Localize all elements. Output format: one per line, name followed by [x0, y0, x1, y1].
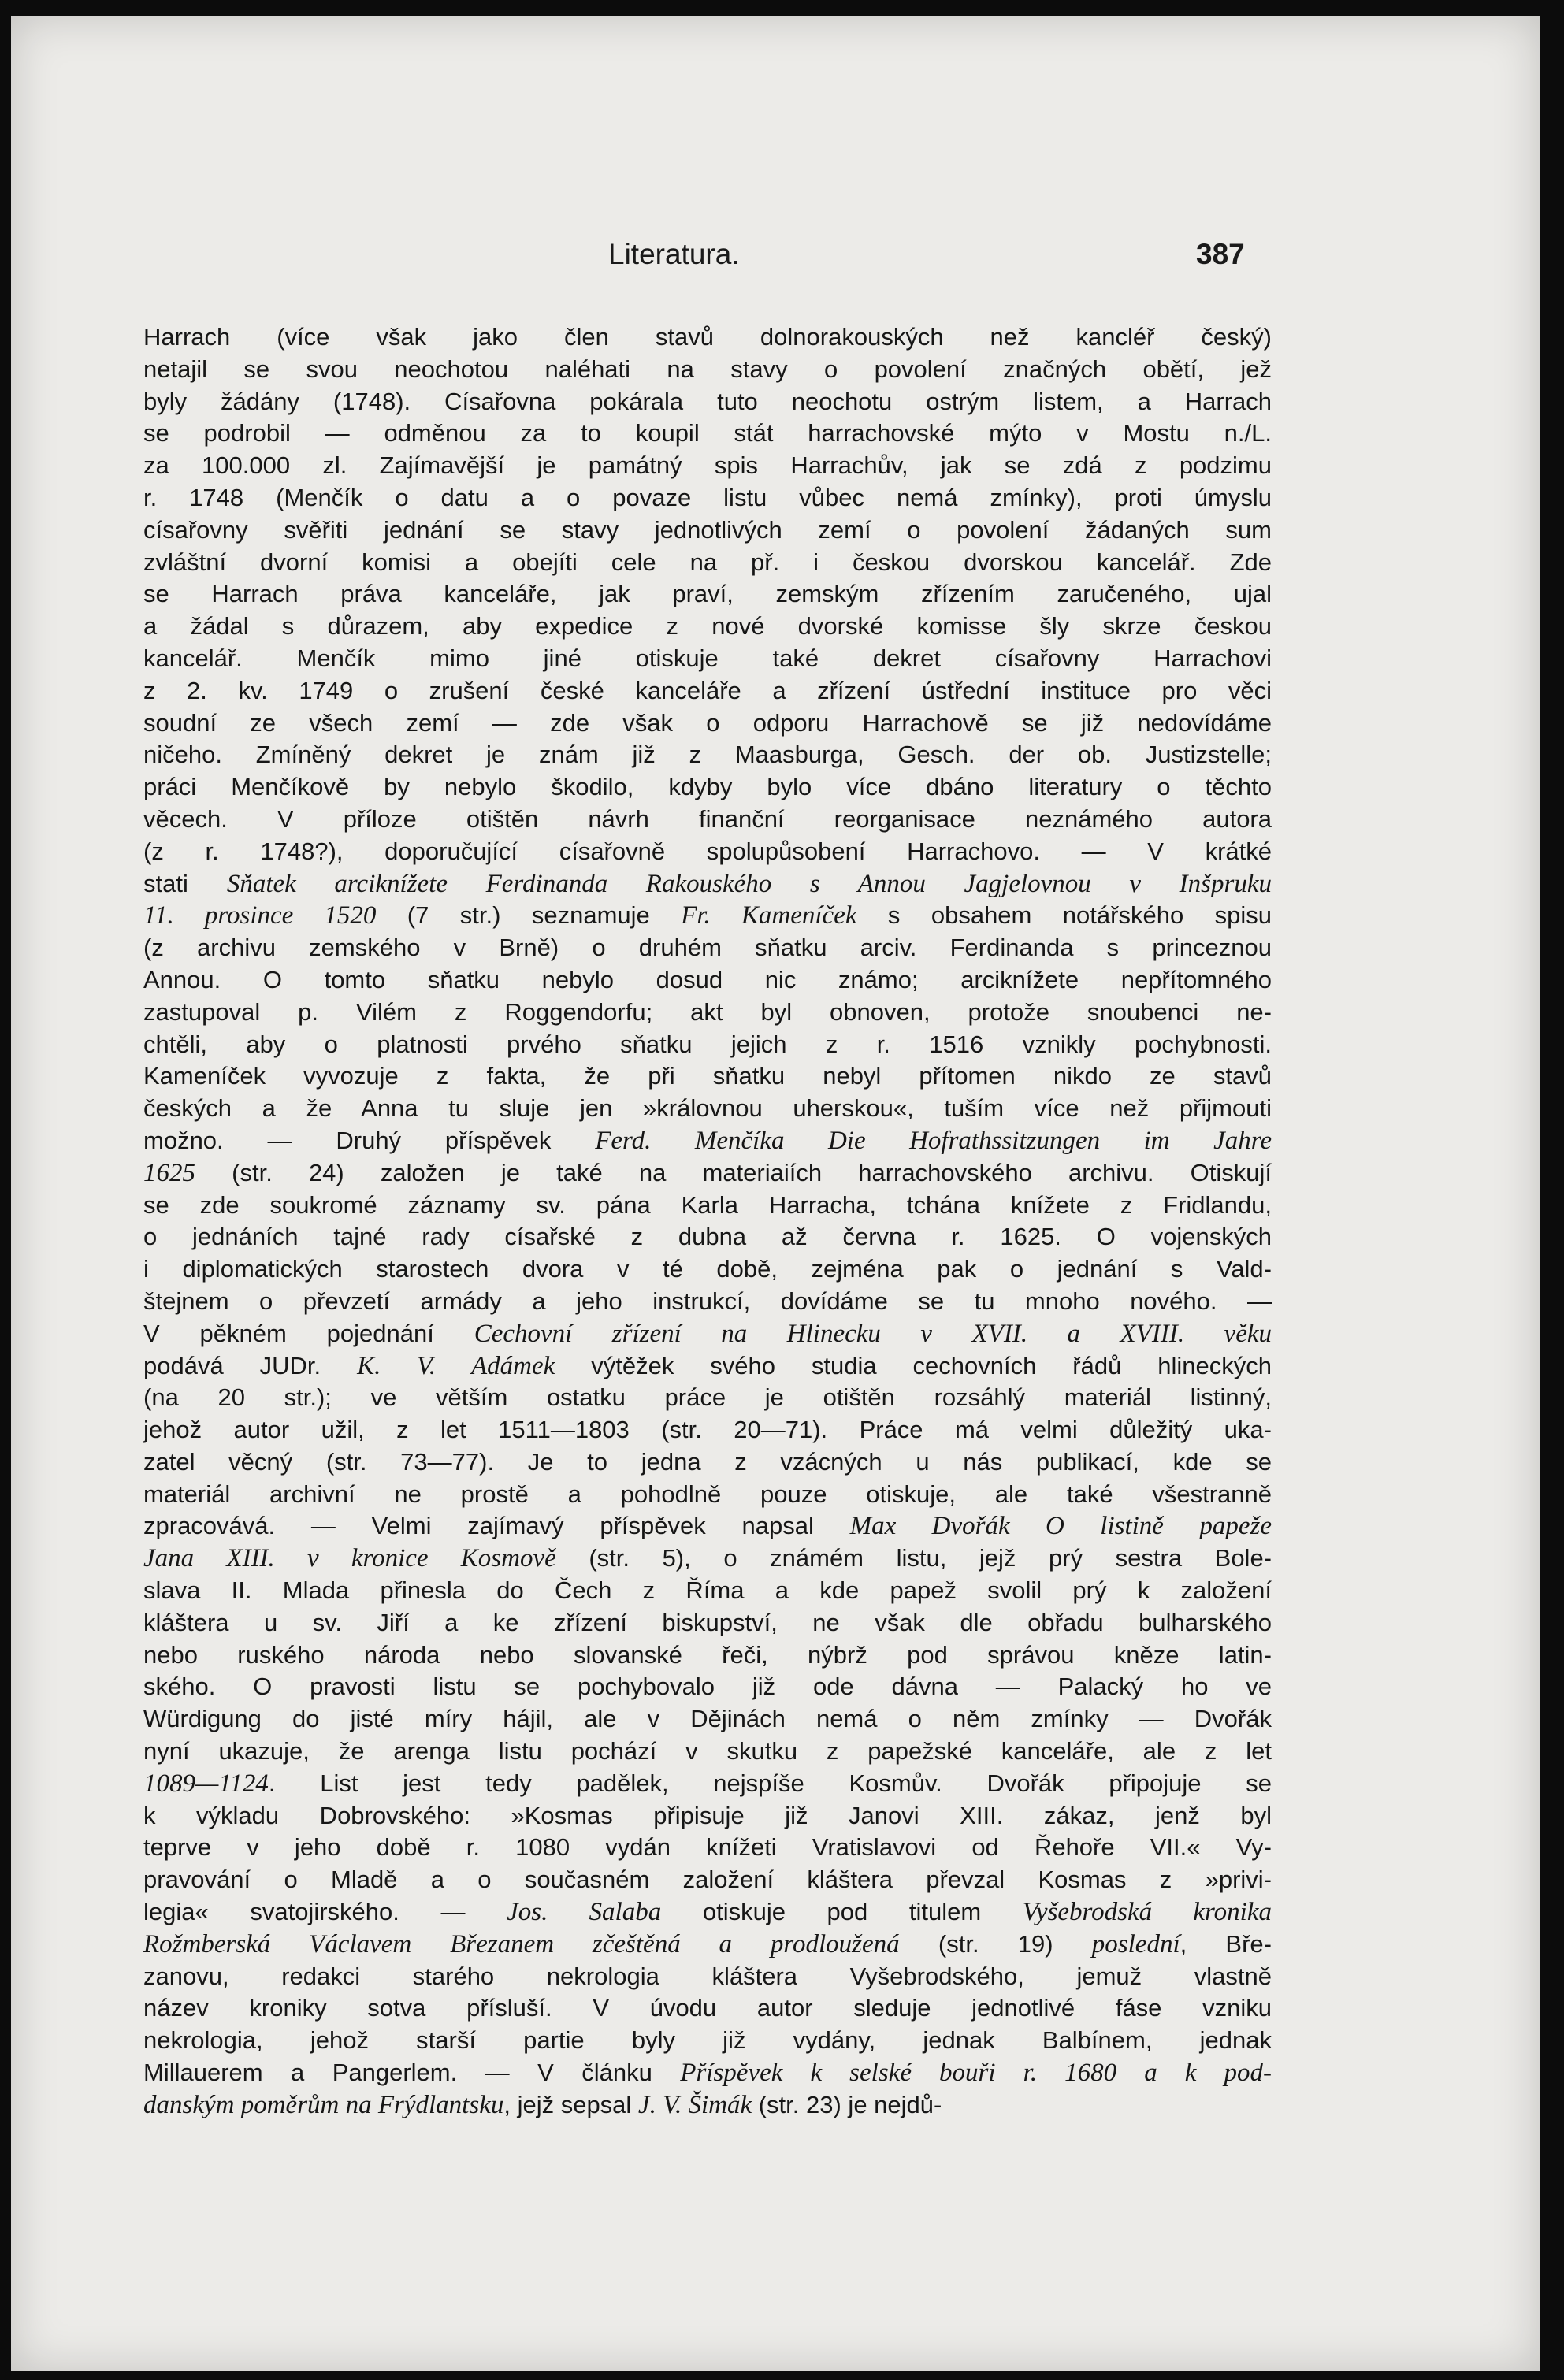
text-run: byly žádány (1748). Císařovna pokárala tuto neochotu ostrým listem, a Harrach — [143, 387, 1272, 415]
text-line — [143, 1221, 1272, 1253]
text-run: soudní ze všech zemí — zde však o odporu Harrachově se již nedovídáme — [143, 708, 1272, 737]
text-line — [143, 1093, 1272, 1125]
text-run: práci Menčíkově by nebylo škodilo, kdyby bylo více dbáno literatury o těchto — [143, 773, 1272, 801]
text-line — [143, 1864, 1272, 1896]
text-line — [143, 547, 1272, 579]
text-line — [143, 707, 1272, 740]
text-line — [143, 578, 1272, 611]
text-run: kancelář. Menčík mimo jiné otiskuje také dekret císařovny Harrachovi — [143, 644, 1272, 672]
text-run: materiál archivní ne prostě a pohodlně pouze otiskuje, ale také všestranně — [143, 1480, 1272, 1508]
text-run: Annou. O tomto sňatku nebylo dosud nic známo; arciknížete nepřítomného — [143, 965, 1272, 993]
text-run: císařovny svěřiti jednání se stavy jednotlivých zemí o povolení žádaných sum — [143, 515, 1272, 544]
text-run: Harrach (více však jako člen stavů dolnorakouských než kancléř český) — [143, 323, 1272, 351]
text-run: výtěžek svého studia cechovních řádů hlineckých — [555, 1351, 1272, 1379]
text-line — [143, 1190, 1272, 1222]
text-line — [143, 611, 1272, 643]
italic-text: Fr. Kameníček — [681, 901, 857, 930]
text-run: r. 1748 (Menčík o datu a o povaze listu vůbec nemá zmínky), proti úmyslu — [143, 483, 1272, 511]
text-line — [143, 1736, 1272, 1768]
text-run: název kroniky sotva přísluší. V úvodu autor sleduje jednotlivé fáse vzniku — [143, 1994, 1272, 2022]
running-header — [11, 238, 1540, 285]
text-run: českých a že Anna tu sluje jen »královnou uherskou«, tuším více než přijmouti — [143, 1094, 1272, 1123]
text-run: za 100.000 zl. Zajímavější je památný spis Harrachův, jak se zdá z podzimu — [143, 451, 1272, 480]
text-run: se zde soukromé záznamy sv. pána Karla Harracha, tchána knížete z Fridlandu, — [143, 1190, 1272, 1219]
text-line — [143, 1929, 1272, 1961]
text-line — [143, 1446, 1272, 1479]
text-run: zvláštní dvorní komisi a obejíti cele na př. i českou dvorskou kancelář. Zde — [143, 548, 1272, 576]
text-line — [143, 354, 1272, 386]
text-run: (str. 23) je nejdů- — [752, 2090, 942, 2118]
text-line — [143, 675, 1272, 707]
text-line — [143, 964, 1272, 997]
text-run: nekrologia, jehož starší partie byly již vydány, jednak Balbínem, jednak — [143, 2026, 1272, 2055]
page-number: 387 — [1196, 238, 1245, 270]
text-run: z 2. kv. 1749 o zrušení české kanceláře a zřízení ústřední instituce pro věci — [143, 676, 1272, 704]
text-run: podává JUDr. — [143, 1351, 358, 1379]
text-run: (str. 5), o známém listu, jejž prý sestra Bole- — [555, 1544, 1272, 1572]
text-run: stati — [143, 869, 227, 897]
text-run: slava II. Mlada přinesla do Čech z Říma a kde papež svolil prý k založení — [143, 1576, 1272, 1605]
text-run: pravování o Mladě a o současném založení kláštera převzal Kosmas z »privi- — [143, 1866, 1272, 1894]
text-line — [143, 1896, 1272, 1929]
text-run: (str. 19) — [899, 1929, 1092, 1958]
text-run: otiskuje pod titulem — [661, 1898, 1023, 1926]
text-run: Würdigung do jisté míry hájil, ale v Dějinách nemá o něm zmínky — Dvořák — [143, 1705, 1272, 1733]
text-run: k výkladu Dobrovského: »Kosmas připisuje již Janovi XIII. zákaz, jenž byl — [143, 1801, 1272, 1829]
text-line — [143, 1800, 1272, 1832]
italic-text: Sňatek arciknížete Ferdinanda Rakouského s Annou Jagjelovnou v Inšpruku — [226, 869, 1272, 898]
text-line — [143, 739, 1272, 771]
text-run: netajil se svou neochotou naléhati na stavy o povolení značných obětí, jež — [143, 355, 1272, 383]
text-run: i diplomatických starostech dvora v té době, zejména pak o jednání s Vald- — [143, 1255, 1272, 1283]
text-line — [143, 1607, 1272, 1639]
text-line — [143, 1961, 1272, 1993]
text-run: Kameníček vyvozuje z fakta, že při sňatku nebyl přítomen nikdo ze stavů — [143, 1062, 1272, 1090]
text-run: zatel věcný (str. 73—77). Je to jedna z vzácných u nás publikací, kde se — [143, 1447, 1272, 1476]
italic-text: 1089—1124 — [143, 1769, 269, 1798]
text-line — [143, 836, 1272, 868]
text-line — [143, 1286, 1272, 1318]
text-line — [143, 450, 1272, 482]
text-run: , Bře- — [1180, 1929, 1272, 1958]
text-run: nyní ukazuje, že arenga listu pochází v skutku z papežské kanceláře, ale z let — [143, 1737, 1272, 1766]
text-run: nebo ruského národa nebo slovanské řeči, nýbrž pod správou kněze latin- — [143, 1640, 1272, 1669]
text-run: legia« svatojirského. — — [143, 1898, 507, 1926]
text-run: (z r. 1748?), doporučující císařovně spolupůsobení Harrachovo. — V krátké — [143, 837, 1272, 865]
text-line — [143, 1543, 1272, 1575]
text-line — [143, 1414, 1272, 1446]
italic-text: Jana XIII. v kronice Kosmově — [143, 1544, 556, 1573]
body-text — [143, 321, 1272, 2122]
text-line — [143, 932, 1272, 964]
text-line — [143, 1029, 1272, 1061]
text-line — [143, 900, 1272, 932]
text-run: kláštera u sv. Jiří a ke zřízení biskupství, ne však dle obřadu bulharského — [143, 1608, 1272, 1636]
text-line — [143, 1350, 1272, 1383]
book-page — [11, 16, 1540, 2371]
text-run: se Harrach práva kanceláře, jak praví, zemským zřízením zaručeného, ujal — [143, 580, 1272, 608]
text-run: a žádal s důrazem, aby expedice z nové dvorské komisse šly skrze českou — [143, 612, 1272, 640]
italic-text: Rožmberská Václavem Březanem zčeštěná a prodloužená — [143, 1929, 900, 1959]
text-line — [143, 1510, 1272, 1543]
text-run: o jednáních tajné rady císařské z dubna až června r. 1625. O vojenských — [143, 1223, 1272, 1251]
text-line — [143, 997, 1272, 1029]
running-title: Literatura. — [608, 238, 740, 270]
text-line — [143, 386, 1272, 418]
text-line — [143, 1671, 1272, 1703]
text-run: zanovu, redakci starého nekrologia kláštera Vyšebrodského, jemuž vlastně — [143, 1962, 1272, 1990]
text-line — [143, 2025, 1272, 2057]
italic-text: poslední — [1091, 1929, 1180, 1959]
italic-text: Příspěvek k selské bouři r. 1680 a k pod- — [680, 2059, 1272, 2088]
text-run: Millauerem a Pangerlem. — V článku — [143, 2059, 681, 2087]
italic-text: 1625 — [143, 1158, 195, 1187]
italic-text: Ferd. Menčíka Die Hofrathssitzungen im Jahre — [595, 1126, 1272, 1155]
text-line — [143, 1768, 1272, 1800]
text-run: chtěli, aby o platnosti prvého sňatku jejich z r. 1516 vznikly pochybnosti. — [143, 1030, 1272, 1058]
text-line — [143, 1703, 1272, 1736]
text-line — [143, 771, 1272, 804]
text-line — [143, 868, 1272, 900]
text-line — [143, 1832, 1272, 1864]
text-line — [143, 514, 1272, 547]
text-run: V pěkném pojednání — [143, 1319, 474, 1347]
text-line — [143, 1382, 1272, 1414]
text-line — [143, 1157, 1272, 1190]
text-line — [143, 321, 1272, 354]
text-line — [143, 2089, 1272, 2122]
italic-text: danským poměrům na Frýdlantsku — [143, 2090, 504, 2119]
text-line — [143, 2057, 1272, 2089]
text-line — [143, 643, 1272, 675]
text-run: se podrobil — odměnou za to koupil stát harrachovské mýto v Mostu n./L. — [143, 419, 1272, 447]
text-line — [143, 1253, 1272, 1286]
text-run: , jejž sepsal — [503, 2090, 638, 2118]
text-line — [143, 1479, 1272, 1511]
text-run: ničeho. Zmíněný dekret je znám již z Maasburga, Gesch. der ob. Justizstelle; — [143, 741, 1272, 769]
text-run: s obsahem notářského spisu — [856, 901, 1272, 930]
text-run: jehož autor užil, z let 1511—1803 (str. 20—71). Práce má velmi důležitý uka- — [143, 1416, 1272, 1444]
text-line — [143, 1318, 1272, 1350]
italic-text: 11. prosince 1520 — [143, 901, 377, 930]
text-run: věcech. V příloze otištěn návrh finanční reorganisace neznámého autora — [143, 804, 1272, 833]
text-run: štejnem o převzetí armády a jeho instrukcí, dovídáme se tu mnoho nového. — — [143, 1287, 1272, 1315]
italic-text: J. V. Šimák — [637, 2090, 752, 2119]
text-run: ského. O pravosti listu se pochybovalo již ode dávna — Palacký ho ve — [143, 1673, 1272, 1701]
text-line — [143, 1060, 1272, 1093]
text-line — [143, 1992, 1272, 2025]
italic-text: K. V. Adámek — [357, 1351, 555, 1380]
text-run: zastupoval p. Vilém z Roggendorfu; akt byl obnoven, protože snoubenci ne- — [143, 997, 1272, 1026]
text-line — [143, 804, 1272, 836]
text-line — [143, 418, 1272, 450]
text-line — [143, 482, 1272, 514]
text-run: (7 str.) seznamuje — [376, 901, 682, 930]
text-run: (na 20 str.); ve větším ostatku práce je otištěn rozsáhlý materiál listinný, — [143, 1383, 1272, 1412]
italic-text: Vyšebrodská kronika — [1022, 1898, 1272, 1927]
text-run: (str. 24) založen je také na materiaiích harrachovského archivu. Otiskují — [195, 1158, 1272, 1186]
italic-text: Max Dvořák O listině papeže — [849, 1512, 1272, 1541]
italic-text: Cechovní zřízení na Hlinecku v XVII. a XVIII. věku — [474, 1319, 1272, 1348]
text-run: teprve v jeho době r. 1080 vydán knížeti Vratislavovi od Řehoře VII.« Vy- — [143, 1833, 1272, 1862]
text-run: možno. — Druhý příspěvek — [143, 1126, 596, 1154]
text-run: (z archivu zemského v Brně) o druhém sňatku arciv. Ferdinanda s princeznou — [143, 934, 1272, 962]
text-run: . List jest tedy padělek, nejspíše Kosmův. Dvořák připojuje se — [268, 1769, 1272, 1797]
text-line — [143, 1125, 1272, 1157]
italic-text: Jos. Salaba — [507, 1898, 662, 1927]
text-line — [143, 1575, 1272, 1607]
text-line — [143, 1639, 1272, 1672]
text-run: zpracovává. — Velmi zajímavý příspěvek napsal — [143, 1512, 850, 1540]
